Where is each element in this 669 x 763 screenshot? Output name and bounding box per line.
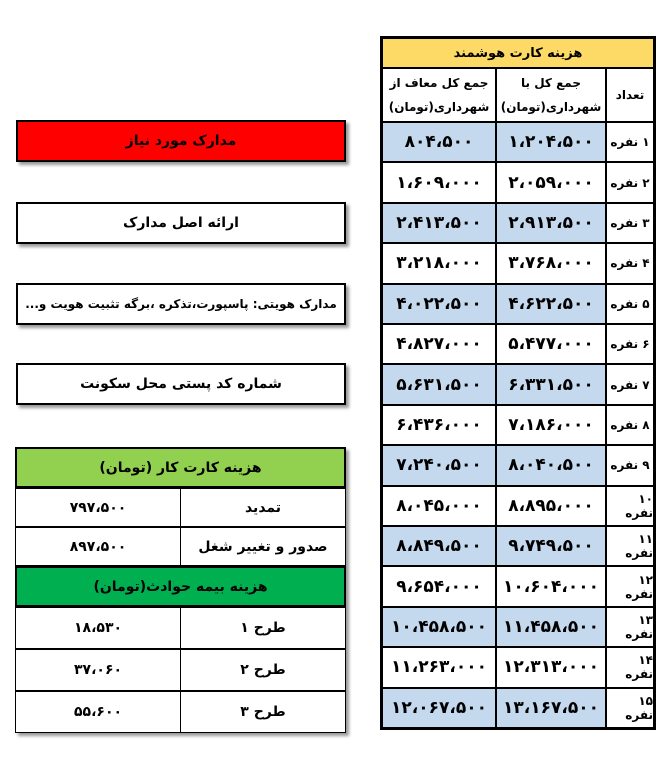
- insurance-plan-label: طرح ۳: [180, 691, 346, 733]
- row-total-value: ۳،۷۶۸،۰۰۰: [496, 243, 606, 283]
- row-total-value: ۱۱،۴۵۸،۵۰۰: [496, 607, 606, 647]
- row-count-label: ۱ نفره: [606, 122, 654, 162]
- row-count-label: ۹ نفره: [606, 445, 654, 485]
- row-total-value: ۸،۸۹۵،۰۰۰: [496, 486, 606, 526]
- row-total-value: ۱۲،۳۱۳،۰۰۰: [496, 647, 606, 687]
- row-exempt-value: ۱۰،۴۵۸،۵۰۰: [382, 607, 496, 647]
- row-count-label: ۸ نفره: [606, 405, 654, 445]
- work-card-title: هزینه کارت کار (تومان): [15, 447, 346, 488]
- row-exempt-value: ۶،۴۳۶،۰۰۰: [382, 405, 496, 445]
- row-exempt-value: ۴،۰۲۲،۵۰۰: [382, 284, 496, 324]
- row-count-label: ۱۴ نفره: [606, 647, 654, 687]
- work-card-issue-label: صدور و تغییر شغل: [180, 527, 346, 566]
- document-item: [16, 283, 346, 325]
- row-count-label: ۱۵ نفره: [606, 688, 654, 728]
- work-card-table: [15, 447, 346, 733]
- insurance-plan-label: طرح ۲: [180, 649, 346, 691]
- document-item: [16, 202, 346, 244]
- row-total-value: ۴،۶۲۲،۵۰۰: [496, 284, 606, 324]
- row-exempt-value: ۸۰۴،۵۰۰: [382, 122, 496, 162]
- document-item-label: شماره کد پستی محل سکونت: [80, 376, 282, 392]
- document-item-label: ارائه اصل مدارک: [123, 215, 239, 231]
- insurance-plan-value: ۳۷،۰۶۰: [15, 649, 181, 691]
- row-exempt-value: ۱۲،۰۶۷،۵۰۰: [382, 688, 496, 728]
- row-count-label: ۷ نفره: [606, 364, 654, 404]
- row-total-value: ۶،۳۳۱،۵۰۰: [496, 364, 606, 404]
- row-exempt-value: ۳،۲۱۸،۰۰۰: [382, 243, 496, 283]
- row-count-label: ۱۲ نفره: [606, 566, 654, 606]
- row-exempt-value: ۸،۰۴۵،۰۰۰: [382, 486, 496, 526]
- row-total-value: ۸،۰۴۰،۵۰۰: [496, 445, 606, 485]
- row-count-label: ۱۰ نفره: [606, 486, 654, 526]
- insurance-title: هزینه بیمه حوادث(تومان): [15, 566, 346, 607]
- row-exempt-value: ۱،۶۰۹،۰۰۰: [382, 162, 496, 202]
- work-card-renewal-label: تمدید: [180, 488, 346, 527]
- row-exempt-value: ۱۱،۲۶۳،۰۰۰: [382, 647, 496, 687]
- row-exempt-value: ۸،۸۴۹،۵۰۰: [382, 526, 496, 566]
- insurance-plan-value: ۱۸،۵۳۰: [15, 607, 181, 649]
- row-count-label: ۳ نفره: [606, 203, 654, 243]
- smart-card-table: [380, 36, 656, 730]
- insurance-plan-value: ۵۵،۶۰۰: [15, 691, 181, 733]
- row-total-value: ۱۳،۱۶۷،۵۰۰: [496, 688, 606, 728]
- header-total: جمع کل با شهرداری(تومان): [496, 68, 606, 122]
- document-item-label: مدارک هویتی: پاسپورت،تذکره ،برگه تثبیت هویت و...: [25, 297, 337, 311]
- row-count-label: ۱۱ نفره: [606, 526, 654, 566]
- row-count-label: ۵ نفره: [606, 284, 654, 324]
- required-documents-header: [16, 120, 346, 162]
- required-documents-title: مدارک مورد نیاز: [125, 133, 237, 149]
- row-count-label: ۱۳ نفره: [606, 607, 654, 647]
- row-exempt-value: ۴،۸۲۷،۰۰۰: [382, 324, 496, 364]
- row-exempt-value: ۷،۲۴۰،۵۰۰: [382, 445, 496, 485]
- row-total-value: ۱۰،۶۰۴،۰۰۰: [496, 566, 606, 606]
- header-exempt: جمع کل معاف از شهرداری(تومان): [382, 68, 496, 122]
- row-total-value: ۲،۰۵۹،۰۰۰: [496, 162, 606, 202]
- smart-card-title: هزینه کارت هوشمند: [382, 38, 654, 68]
- row-total-value: ۹،۷۴۹،۵۰۰: [496, 526, 606, 566]
- row-total-value: ۱،۲۰۴،۵۰۰: [496, 122, 606, 162]
- row-total-value: ۲،۹۱۳،۵۰۰: [496, 203, 606, 243]
- document-item: [16, 363, 346, 405]
- row-total-value: ۵،۴۷۷،۰۰۰: [496, 324, 606, 364]
- work-card-renewal-value: ۷۹۷،۵۰۰: [15, 488, 181, 527]
- row-exempt-value: ۹،۶۵۴،۰۰۰: [382, 566, 496, 606]
- work-card-issue-value: ۸۹۷،۵۰۰: [15, 527, 181, 566]
- row-total-value: ۷،۱۸۶،۰۰۰: [496, 405, 606, 445]
- row-count-label: ۴ نفره: [606, 243, 654, 283]
- insurance-plan-label: طرح ۱: [180, 607, 346, 649]
- row-count-label: ۶ نفره: [606, 324, 654, 364]
- header-count: تعداد: [606, 68, 654, 122]
- row-exempt-value: ۲،۴۱۳،۵۰۰: [382, 203, 496, 243]
- row-exempt-value: ۵،۶۳۱،۵۰۰: [382, 364, 496, 404]
- row-count-label: ۲ نفره: [606, 162, 654, 202]
